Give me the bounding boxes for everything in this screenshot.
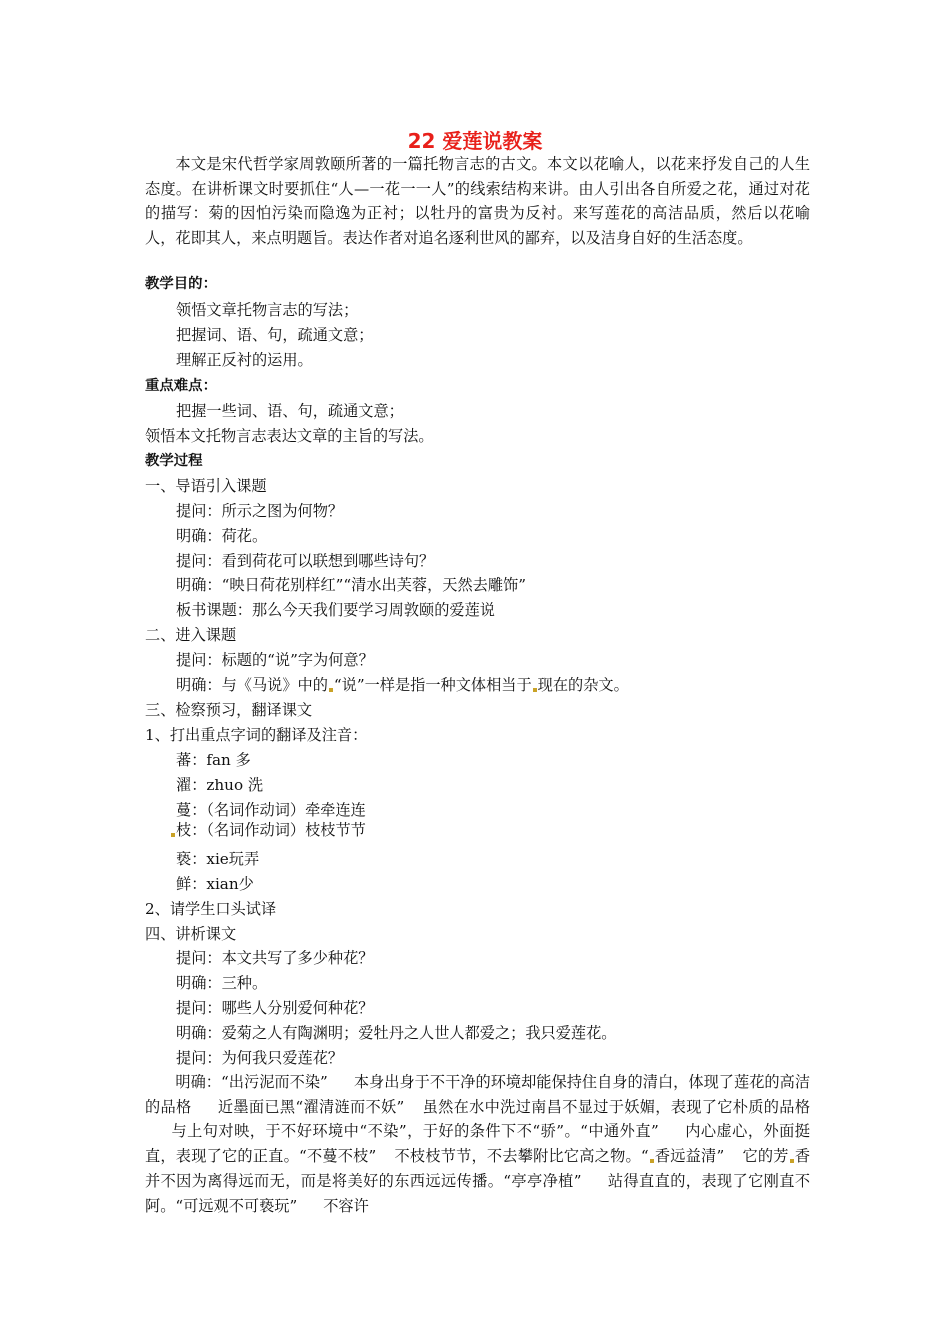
section-4-answer-2: 明确：爱菊之人有陶渊明；爱牡丹之人世人都爱之；我只爱莲花。 xyxy=(176,1024,617,1042)
section-2-answer-1 xyxy=(176,675,629,695)
vocab-item-1: 蕃：fan 多 xyxy=(176,751,251,769)
section-1-question-2: 提问：看到荷花可以联想到哪些诗句？ xyxy=(176,552,435,570)
analysis-text-5: 不枝枝节节，不去攀附比它高之物。“ xyxy=(394,1147,649,1166)
analysis-quote-3: 香远益清” xyxy=(654,1147,725,1166)
section-4-question-1: 提问：本文共写了多少种花？ xyxy=(176,949,374,967)
analysis-text xyxy=(145,1070,810,1218)
vocab-item-3: 蔓：（名词作动词）牵牵连连 xyxy=(176,801,366,819)
analysis-text-4: 内心虚心，外面挺直，表现了它的正直。“不蔓不枝” xyxy=(145,1122,810,1166)
marker-dot xyxy=(329,688,333,692)
goal-item-3: 理解正反衬的运用。 xyxy=(176,351,313,369)
document-title: 22 爱莲说教案 xyxy=(407,129,543,153)
marker-dot xyxy=(171,833,175,837)
answer-part-3: 现在的杂文。 xyxy=(537,676,629,694)
vocab-item-4-text: 枝：（名词作动词）枝枝节节 xyxy=(176,821,366,839)
goal-item-2: 把握词、语、句，疏通文意； xyxy=(176,326,374,344)
analysis-text-1: 本身出身于不干净的环境却能保持住自身的清白，体现了莲花的高洁的品格 xyxy=(145,1073,811,1116)
analysis-paragraph xyxy=(145,1070,810,1218)
vocab-item-5: 亵：xie玩弄 xyxy=(176,850,260,868)
analysis-text-8: 站得直直的，表现了它刚直不阿。“可远观不可亵玩” xyxy=(145,1171,811,1215)
key-point-2: 领悟本文托物言志表达文章的主旨的写法。 xyxy=(145,427,434,445)
section-1-board-title: 板书课题：那么今天我们要学习周敦颐的爱莲说 xyxy=(176,601,495,619)
analysis-quote-1: 明确：“出污泥而不染” xyxy=(175,1073,328,1091)
marker-dot xyxy=(533,688,537,692)
vocab-item-6: 鲜：xian少 xyxy=(176,875,254,893)
section-2-heading: 二、进入课题 xyxy=(145,626,237,644)
section-1-question-1: 提问：所示之图为何物？ xyxy=(176,502,344,520)
answer-part-2: “说”一样是指一种文体相当于 xyxy=(333,676,532,694)
analysis-text-9: 不容许 xyxy=(323,1196,369,1215)
vocab-item-2: 濯：zhuo 洗 xyxy=(176,776,264,794)
section-4-question-2: 提问：哪些人分别爱何种花？ xyxy=(176,999,374,1017)
section-2-question-1: 提问：标题的“说”字为何意？ xyxy=(176,651,374,669)
heading-teaching-process: 教学过程 xyxy=(145,453,203,469)
heading-key-points: 重点难点： xyxy=(145,378,217,394)
section-3-item-2: 2、请学生口头试译 xyxy=(145,900,277,918)
analysis-text-3: 与上句对映，于不好环境中“不染”，于好的条件下不“骄”。“中通外直” xyxy=(171,1122,659,1141)
analysis-text-2: 虽然在水中洗过南昌不显过于妖媚，表现了它朴质的品格 xyxy=(422,1097,811,1116)
answer-part-1: 明确：与《马说》中的 xyxy=(176,676,328,694)
analysis-text-6: 它的芳 xyxy=(742,1147,789,1166)
heading-teaching-goals: 教学目的： xyxy=(145,276,217,292)
section-3-item-1: 1、打出重点字词的翻译及注音： xyxy=(145,726,368,744)
section-4-heading: 四、讲析课文 xyxy=(145,925,237,943)
section-3-heading: 三、检察预习，翻译课文 xyxy=(145,701,313,719)
analysis-text-7: 香并不因为离得远而无，而是将美好的东西远远传播。“亭亭净植” xyxy=(145,1147,811,1190)
section-1-answer-2: 明确：“映日荷花别样红”“清水出芙蓉，天然去雕饰” xyxy=(176,576,526,594)
intro-text: 本文是宋代哲学家周敦颐所著的一篇托物言志的古文。本文以花喻人，以花来抒发自己的人生态度。在讲析课文时要抓住“人—一花一一人”的线索结构来讲。由人引出各自所爱之花，通过对花的描写：菊的因怕污染而隐逸为正衬；以牡丹的富贵为反衬。来写莲花的高洁品质，然后以花喻人，花即其人，来点明题旨。表达作者对追名逐利世风的鄙弃，以及洁身自好的生活态度。 xyxy=(145,155,810,247)
analysis-quote-2: 近墨面已黑“濯清涟而不妖” xyxy=(217,1097,405,1116)
key-point-1: 把握一些词、语、句，疏通文意； xyxy=(176,402,404,420)
goal-item-1: 领悟文章托物言志的写法； xyxy=(176,301,359,319)
vocab-item-4 xyxy=(176,820,366,840)
intro-paragraph xyxy=(145,152,810,250)
section-1-answer-1: 明确：荷花。 xyxy=(176,527,268,545)
section-4-question-3: 提问：为何我只爱莲花？ xyxy=(176,1049,344,1067)
marker-dot xyxy=(790,1159,794,1163)
section-1-heading: 一、导语引入课题 xyxy=(145,477,267,495)
marker-dot xyxy=(650,1159,654,1163)
section-4-answer-1: 明确：三种。 xyxy=(176,974,268,992)
